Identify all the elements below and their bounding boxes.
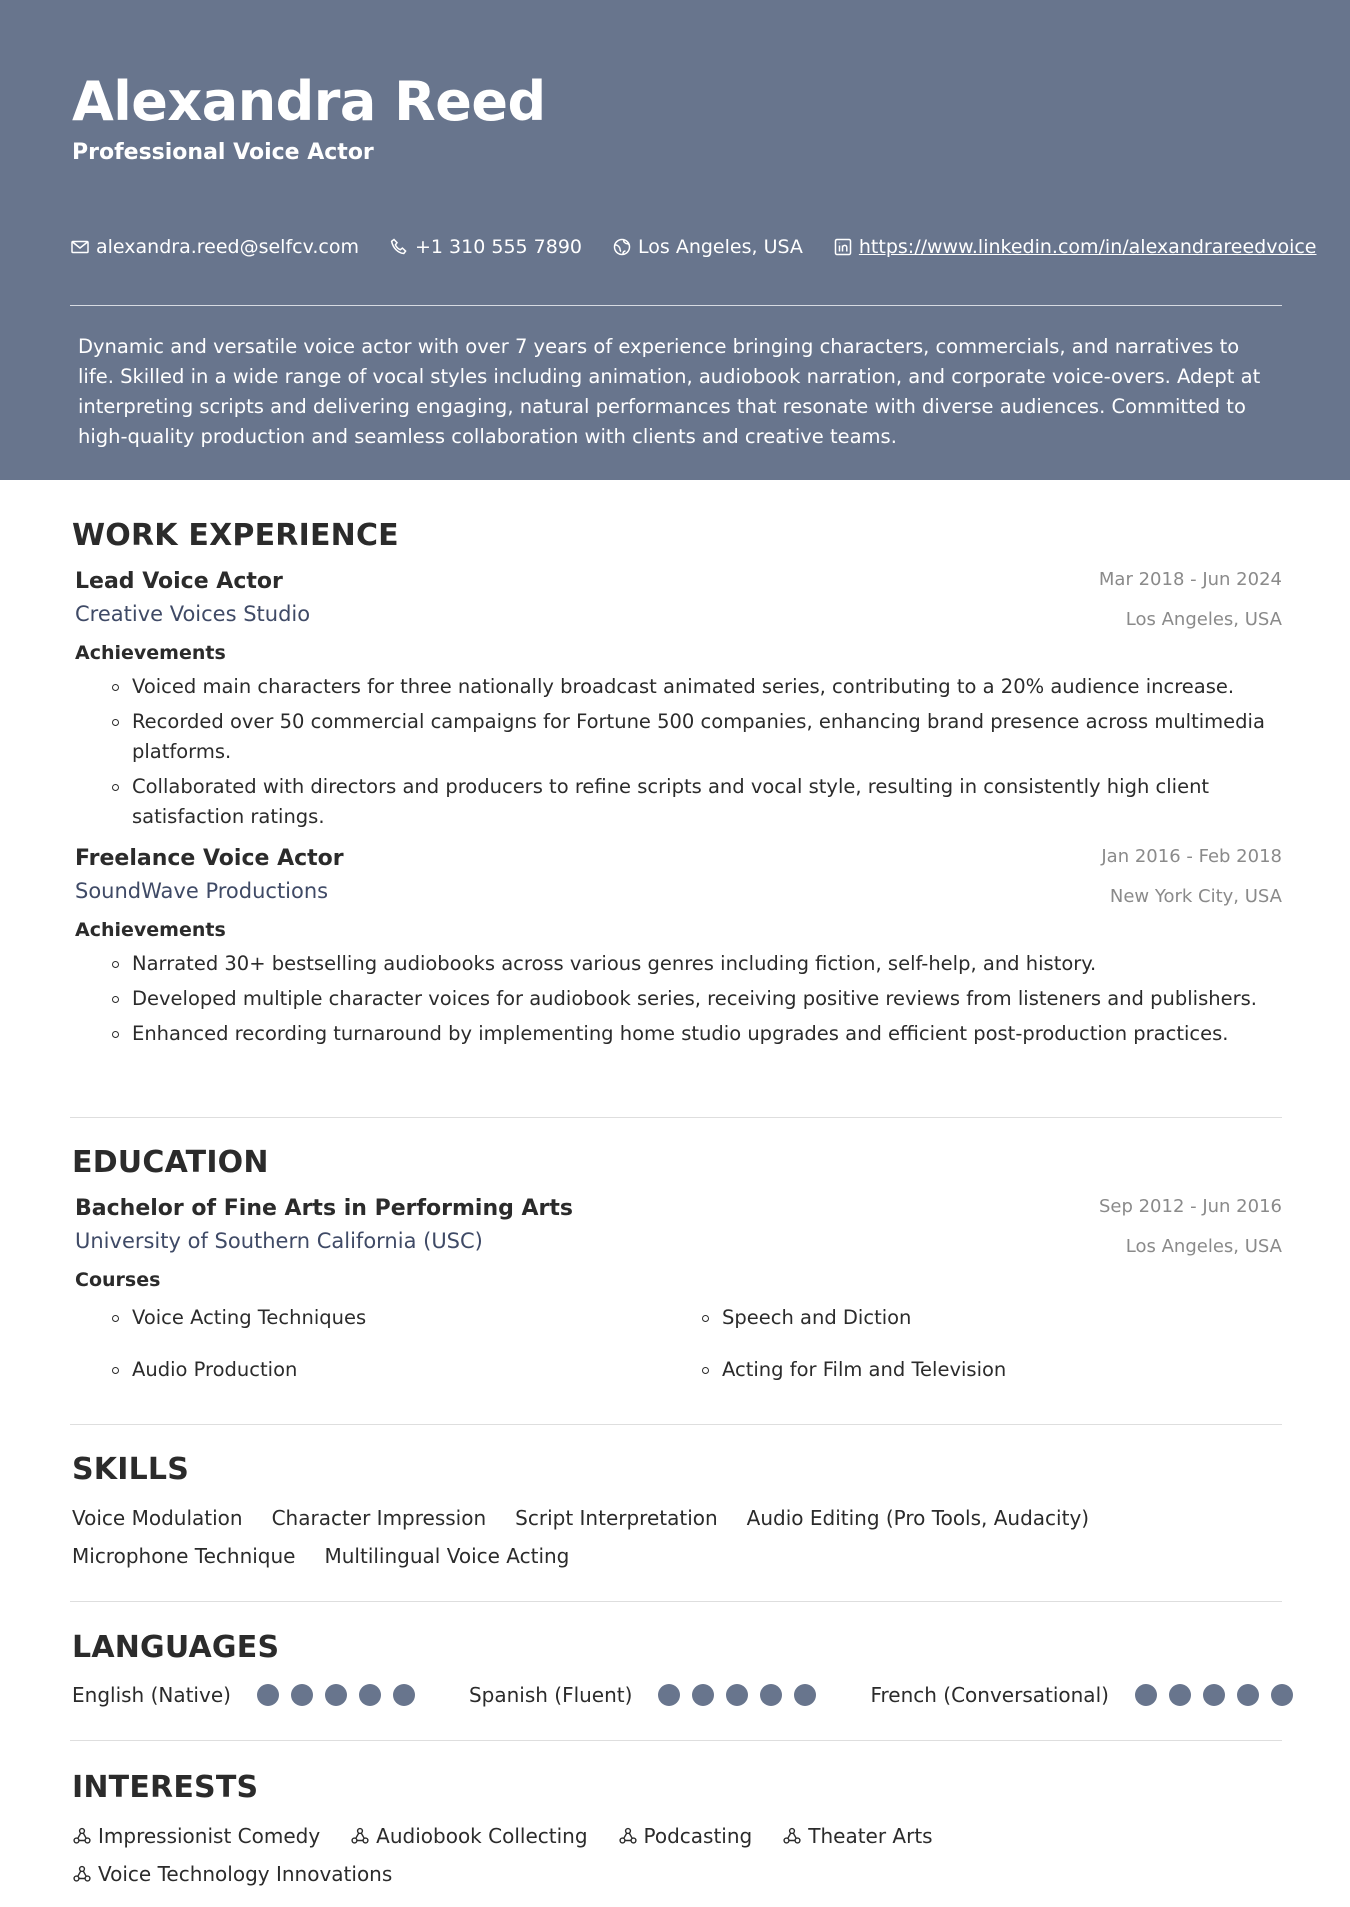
list-item: Collaborated with directors and producers to refine scripts and vocal style, resulting in consistently high client satisfaction ratings. [75,772,1282,832]
language-name: English (Native) [72,1683,231,1707]
candidate-name: Alexandra Reed [72,70,546,133]
interest-icon [782,1826,802,1846]
language-item [870,1683,1305,1707]
list-item: Enhanced recording turnaround by implementing home studio upgrades and efficient post-production practices. [75,1019,1282,1049]
language-level [257,1684,427,1706]
section-divider [70,1601,1282,1602]
interest-item [782,1823,932,1849]
school-name: University of Southern California (USC) [75,1229,483,1253]
job-dates: Mar 2018 - Jun 2024 [1098,569,1282,590]
work-experience-section [72,518,1282,1054]
section-divider [70,1740,1282,1741]
interest-label: Voice Technology Innovations [98,1862,393,1886]
section-title-work: WORK EXPERIENCE [72,518,399,553]
language-level [1135,1684,1305,1706]
education-section [72,1145,1282,1385]
education-location: Los Angeles, USA [1125,1236,1282,1257]
skill-item: Multilingual Voice Acting [324,1544,570,1568]
language-name: French (Conversational) [870,1683,1109,1707]
skill-item: Audio Editing (Pro Tools, Audacity) [746,1506,1090,1530]
envelope-icon [70,237,90,257]
linkedin-icon [833,237,853,257]
interest-item [72,1823,320,1849]
achievements-list [75,672,1282,832]
job-role: Freelance Voice Actor [75,846,344,871]
interest-icon [72,1826,92,1846]
languages-section [72,1630,1282,1707]
level-dot [325,1684,347,1706]
achievements-heading: Achievements [75,642,226,664]
language-item [469,1683,829,1707]
level-dot [291,1684,313,1706]
job-dates: Jan 2016 - Feb 2018 [1101,846,1282,867]
skills-list [72,1505,1172,1581]
job-location: Los Angeles, USA [1125,609,1282,630]
achievements-heading: Achievements [75,919,226,941]
interest-label: Podcasting [643,1824,753,1848]
course-item: Acting for Film and Television [665,1355,1255,1385]
skill-item: Microphone Technique [72,1544,296,1568]
section-title-languages: LANGUAGES [72,1630,280,1665]
job-role: Lead Voice Actor [75,569,283,594]
interest-label: Impressionist Comedy [98,1824,321,1848]
section-divider [70,1424,1282,1425]
level-dot [658,1684,680,1706]
phone-text: +1 310 555 7890 [415,236,583,258]
skills-section [72,1452,1282,1581]
level-dot [1237,1684,1259,1706]
summary-text: Dynamic and versatile voice actor with over 7 years of experience bringing characters, commercials, and narratives to life. Skilled in a wide range of vocal styles including animation, audiobook narration, and corporate voice-overs. Adept at interpreting scripts and delivering engaging, natural performances that resonate with diverse audiences. Committed to high-quality production and seamless collaboration with clients and creative teams. [78,335,1261,448]
list-item: Voiced main characters for three nationally broadcast animated series, contributing to a 20% audience increase. [75,672,1282,702]
language-item [72,1683,427,1707]
level-dot [1203,1684,1225,1706]
header [0,0,1350,480]
level-dot [1169,1684,1191,1706]
interest-label: Theater Arts [808,1824,933,1848]
interest-icon [350,1826,370,1846]
interest-icon [72,1864,92,1884]
job-entry [75,569,1282,832]
course-item: Speech and Diction [665,1303,1255,1333]
email-text: alexandra.reed@selfcv.com [96,236,359,258]
contact-linkedin[interactable] [833,236,1317,258]
interest-item [618,1823,753,1849]
interest-item [72,1861,392,1887]
skill-item: Script Interpretation [515,1506,718,1530]
interests-list [72,1823,1172,1899]
list-item: Recorded over 50 commercial campaigns for Fortune 500 companies, enhancing brand presence across multimedia platforms. [75,707,1282,767]
job-company: SoundWave Productions [75,879,329,903]
candidate-title: Professional Voice Actor [72,140,374,165]
section-divider [70,1117,1282,1118]
contact-bar [70,232,1347,262]
education-dates: Sep 2012 - Jun 2016 [1098,1196,1282,1217]
interest-label: Audiobook Collecting [376,1824,588,1848]
courses-list [75,1303,1282,1385]
skill-item: Character Impression [271,1506,487,1530]
level-dot [1271,1684,1293,1706]
interest-icon [618,1826,638,1846]
contact-location [612,236,803,258]
header-divider [70,305,1282,306]
degree-title: Bachelor of Fine Arts in Performing Arts [75,1196,574,1221]
section-title-skills: SKILLS [72,1452,190,1487]
languages-list [72,1683,1282,1707]
level-dot [257,1684,279,1706]
interest-item [350,1823,587,1849]
section-title-interests: INTERESTS [72,1770,259,1805]
linkedin-link[interactable]: https://www.linkedin.com/in/alexandrareedvoice [858,236,1317,258]
contact-phone[interactable] [389,236,582,258]
achievements-list [75,949,1282,1049]
level-dot [1135,1684,1157,1706]
interests-section [72,1770,1282,1899]
level-dot [692,1684,714,1706]
courses-heading: Courses [75,1269,161,1291]
level-dot [794,1684,816,1706]
level-dot [760,1684,782,1706]
list-item: Narrated 30+ bestselling audiobooks across various genres including fiction, self-help, and history. [75,949,1282,979]
section-title-education: EDUCATION [72,1145,269,1180]
contact-email[interactable] [70,236,359,258]
level-dot [726,1684,748,1706]
globe-icon [612,237,632,257]
job-location: New York City, USA [1109,886,1282,907]
location-text: Los Angeles, USA [638,236,803,258]
job-entry [75,846,1282,1049]
language-level [658,1684,828,1706]
education-entry [75,1196,1282,1385]
course-item: Voice Acting Techniques [75,1303,665,1333]
course-item: Audio Production [75,1355,665,1385]
level-dot [359,1684,381,1706]
skill-item: Voice Modulation [72,1506,243,1530]
list-item: Developed multiple character voices for audiobook series, receiving positive reviews from listeners and publishers. [75,984,1282,1014]
level-dot [393,1684,415,1706]
language-name: Spanish (Fluent) [468,1683,633,1707]
job-company: Creative Voices Studio [75,602,311,626]
phone-icon [389,237,409,257]
